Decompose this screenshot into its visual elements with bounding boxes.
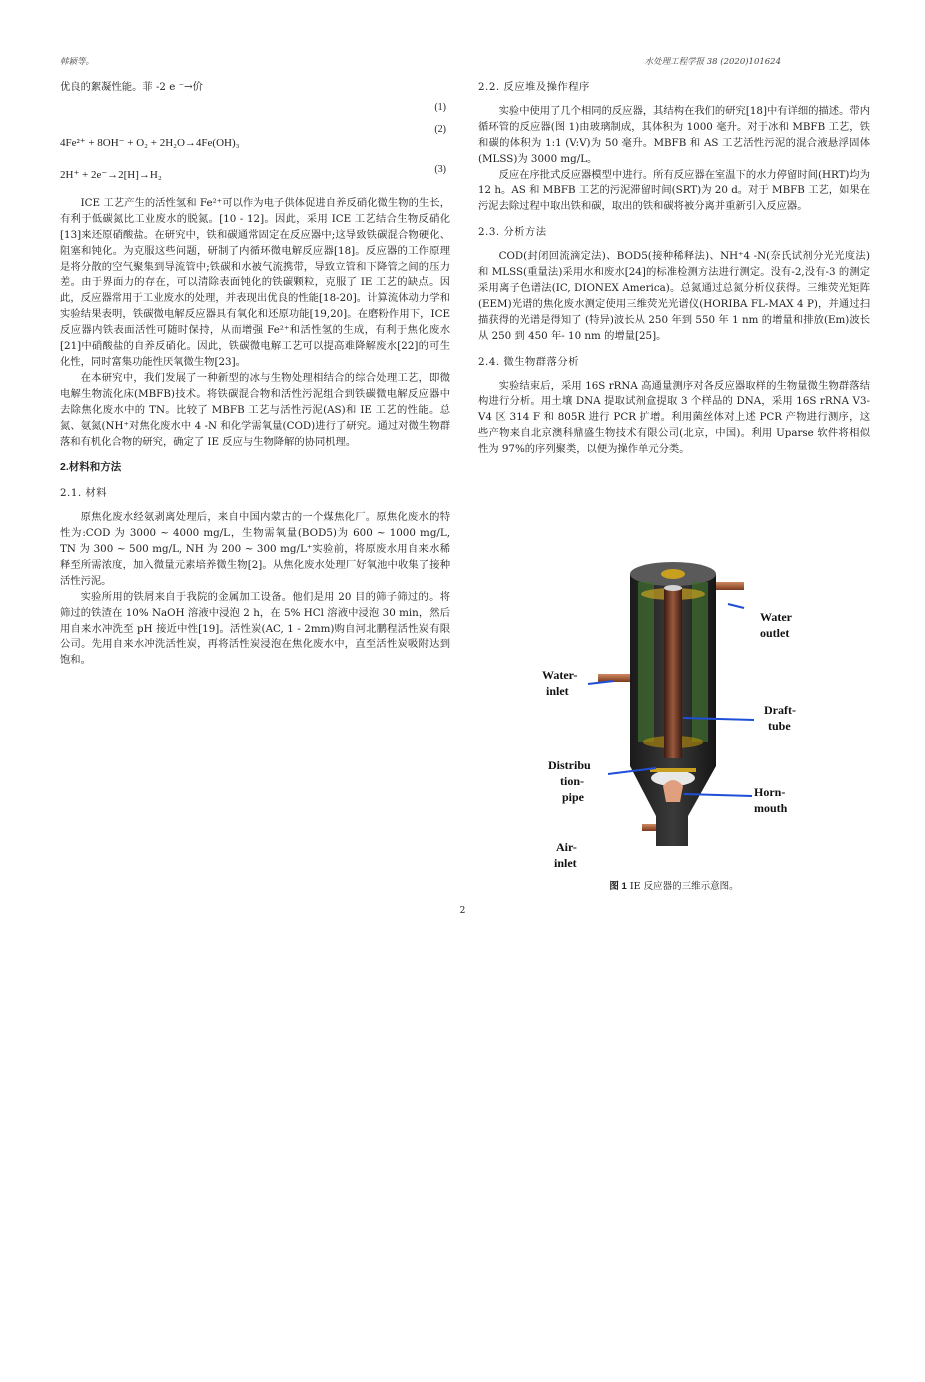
label-draft-tube: tube xyxy=(768,719,791,733)
figure-caption-text: IE 反应器的三维示意图。 xyxy=(626,881,739,892)
paragraph: 反应在序批式反应器模型中进行。所有反应器在室温下的水力停留时间(HRT)均为 12 h。AS 和 MBFB 工艺的污泥滞留时间(SRT)为 20 d。对于 MBFB 工艺，如果在污泥去除过程中取出铁和碳，取出的铁和碳将被分离并重新引入反应器。 xyxy=(478,168,870,213)
arrow xyxy=(728,604,744,608)
label-distribution-pipe: Distribu xyxy=(548,758,591,772)
subsection-heading: 2.1. 材料 xyxy=(60,487,108,500)
label-air-inlet: Air- xyxy=(556,840,577,854)
paragraph: ICE 工艺产生的活性氢和 Fe²⁺可以作为电子供体促进自养反硝化微生物的生长，有利于低碳氮比工业废水的脱氮。[10 - 12]。因此，采用 ICE 工艺结合生物反硝化[13]来还原硝酸盐。在研究中，铁和碳通常固定在反应器中;这导致铁碳混合物硬化、阻塞和钝化。为克服这些问题，研制了内循环微电解反应器[18]。反应器的工作原理是将分散的空气聚集到导流管中;铁碳和水被气流携带，导致立管和下降管之间的压力差。由于界面力的存在，可以清除表面钝化的铁碳颗粒，克服了 IE 工艺的缺点。因此，反应器常用于工业废水的处理，并表现出优良的性能[18-20]。计算流体动力学和实验结果表明，铁碳微电解反应器具有氧化和还原功能[19,20]。在磨粉作用下，ICE 反应器内铁表面活性可随时保持，从而增强 Fe²⁺和活性氢的生成，有利于焦化废水[21]中硝酸盐的自养反硝化。因此，铁碳微电解工艺可以提高难降解废水[22]的可生化性，同时富集功能性厌氧微生物[23]。 xyxy=(60,196,450,368)
equation-1 xyxy=(60,100,450,122)
equation-3-formula: 2H⁺ + 2e⁻→2[H]→H₂ xyxy=(60,168,162,181)
left-column xyxy=(60,80,450,669)
draft-tube xyxy=(664,588,682,758)
label-water-inlet: Water- xyxy=(542,668,578,682)
figure-caption xyxy=(478,878,870,892)
subsection-heading: 2.3. 分析方法 xyxy=(478,226,547,239)
label-water-outlet: outlet xyxy=(760,626,790,640)
water-inlet-pipe xyxy=(598,674,630,682)
water-outlet-pipe xyxy=(716,582,744,590)
page-number: 2 xyxy=(459,906,466,916)
equation-2-number: (2) xyxy=(434,123,446,135)
equation-1-number: (1) xyxy=(434,101,446,113)
header-authors: 韩颖等。 xyxy=(60,57,95,67)
label-distribution-pipe: pipe xyxy=(562,790,585,804)
equation-3 xyxy=(60,162,450,196)
air-inlet-pipe xyxy=(642,824,656,831)
label-horn-mouth: mouth xyxy=(754,801,788,815)
label-air-inlet: inlet xyxy=(554,856,577,870)
section-heading: 2.材料和方法 xyxy=(60,461,122,474)
label-water-outlet: Water xyxy=(760,610,792,624)
label-water-inlet: inlet xyxy=(546,684,569,698)
subsection-heading: 2.4. 微生物群落分析 xyxy=(478,355,579,368)
paragraph: 实验中使用了几个相同的反应器，其结构在我们的研究[18]中有详细的描述。带内循环管的反应器(图 1)由玻璃制成，其体积为 1000 毫升。对于冰和 MBFB 工艺，铁和碳的体积为 1:1 (V:V)为 50 毫升。MBFB 和 AS 工艺活性污泥的混合液悬浮固体(MLSS)为 3000 mg/L。 xyxy=(478,104,870,165)
paragraph: 实验所用的铁屑来自于我院的金属加工设备。他们是用 20 目的筛子筛过的。将筛过的铁渣在 10% NaOH 溶液中浸泡 2 h，在 5% HCl 溶液中浸泡 30 min，然后用自来水冲洗至 pH 接近中性[19]。活性炭(AC, 1 - 2mm)购自河北鹏程活性炭有限公司。先用自来水冲洗活性炭，再将活性炭浸泡在焦化废水中，直至活性炭吸附达到饱和。 xyxy=(60,590,450,667)
intro-line: 优良的絮凝性能。菲 -2 e ⁻→价 xyxy=(60,81,203,93)
paragraph: 实验结束后，采用 16S rRNA 高通量测序对各反应器取样的生物量微生物群落结构进行分析。用土壤 DNA 提取试剂盒提取 3 个样品的 DNA，采用 16S rRNA V3-V4 区 314 F 和 805R 进行 PCR 扩增。利用菌丝体对上述 PCR 产物进行测序，这些产物来自北京澳科鼎盛生物技术有限公司(北京，中国)。利用 Uparse 软件将相似性为 97%的序列聚类，以便为操作单元分类。 xyxy=(478,379,870,456)
paragraph: 在本研究中，我们发展了一种新型的冰与生物处理相结合的综合处理工艺，即微电解生物流化床(MBFB)技术。将铁碳混合物和活性污泥组合到铁碳微电解反应器中去除焦化废水中的 TN。比较了 MBFB 工艺与活性污泥(AS)和 IE 工艺的性能。总氮、氨氮(NH⁺对焦化废水中 4 -N 和化学需氧量(COD)进行了研究。通过对微生物群落和有机化合物的研究，确定了 IE 反应与生物降解的协同机理。 xyxy=(60,371,450,448)
right-column xyxy=(478,80,870,458)
subsection-heading: 2.2. 反应堆及操作程序 xyxy=(478,81,590,93)
header-journal: 水处理工程学报 38 (2020)101624 xyxy=(644,57,781,67)
label-distribution-pipe: tion- xyxy=(560,774,584,788)
label-draft-tube: Draft- xyxy=(764,703,796,717)
equation-3-number: (3) xyxy=(434,163,446,175)
equation-2 xyxy=(60,122,450,162)
paragraph: COD(封闭回流滴定法)、BOD5(接种稀释法)、NH⁺4 -N(奈氏试剂分光光度法)和 MLSS(重量法)采用水和废水[24]的标准检测方法进行测定。没有-2,没有-3 的测定采用离子色谱法(IC, DIONEX America)。总氮通过总氮分析仪获得。三维荧光矩阵(EEM)光谱的焦化废水测定使用三维荧光光谱仪(HORIBA FL-MAX 4 P)，并通过扫描获得的光谱是得知了 (特异)波长从 250 年到 550 年 1 nm 的增量和排放(Em)波长从 250 到 450 年- 10 nm 的增量[25]。 xyxy=(478,250,870,342)
figure-caption-label: 图 1 xyxy=(609,881,627,892)
horn-mouth xyxy=(663,780,683,802)
reactor-figure xyxy=(538,546,818,876)
label-horn-mouth: Horn- xyxy=(754,785,786,799)
equation-2-formula: 4Fe²⁺ + 8OH⁻ + O₂ + 2H₂O→4Fe(OH)₃ xyxy=(60,136,240,149)
paragraph: 原焦化废水经氨剥离处理后，来自中国内蒙古的一个煤焦化厂。原焦化废水的特性为:COD 为 3000 ~ 4000 mg/L，生物需氧量(BOD5)为 600 ~ 1000 mg/L, TN 为 300 ~ 500 mg/L, NH 为 200 ~ 300 mg/L⁺实验前，将原废水用自来水稀释至所需浓度，加入微量元素培养微生物[2]。从焦化废水处理厂好氧池中收集了接种活性污泥。 xyxy=(60,511,450,587)
